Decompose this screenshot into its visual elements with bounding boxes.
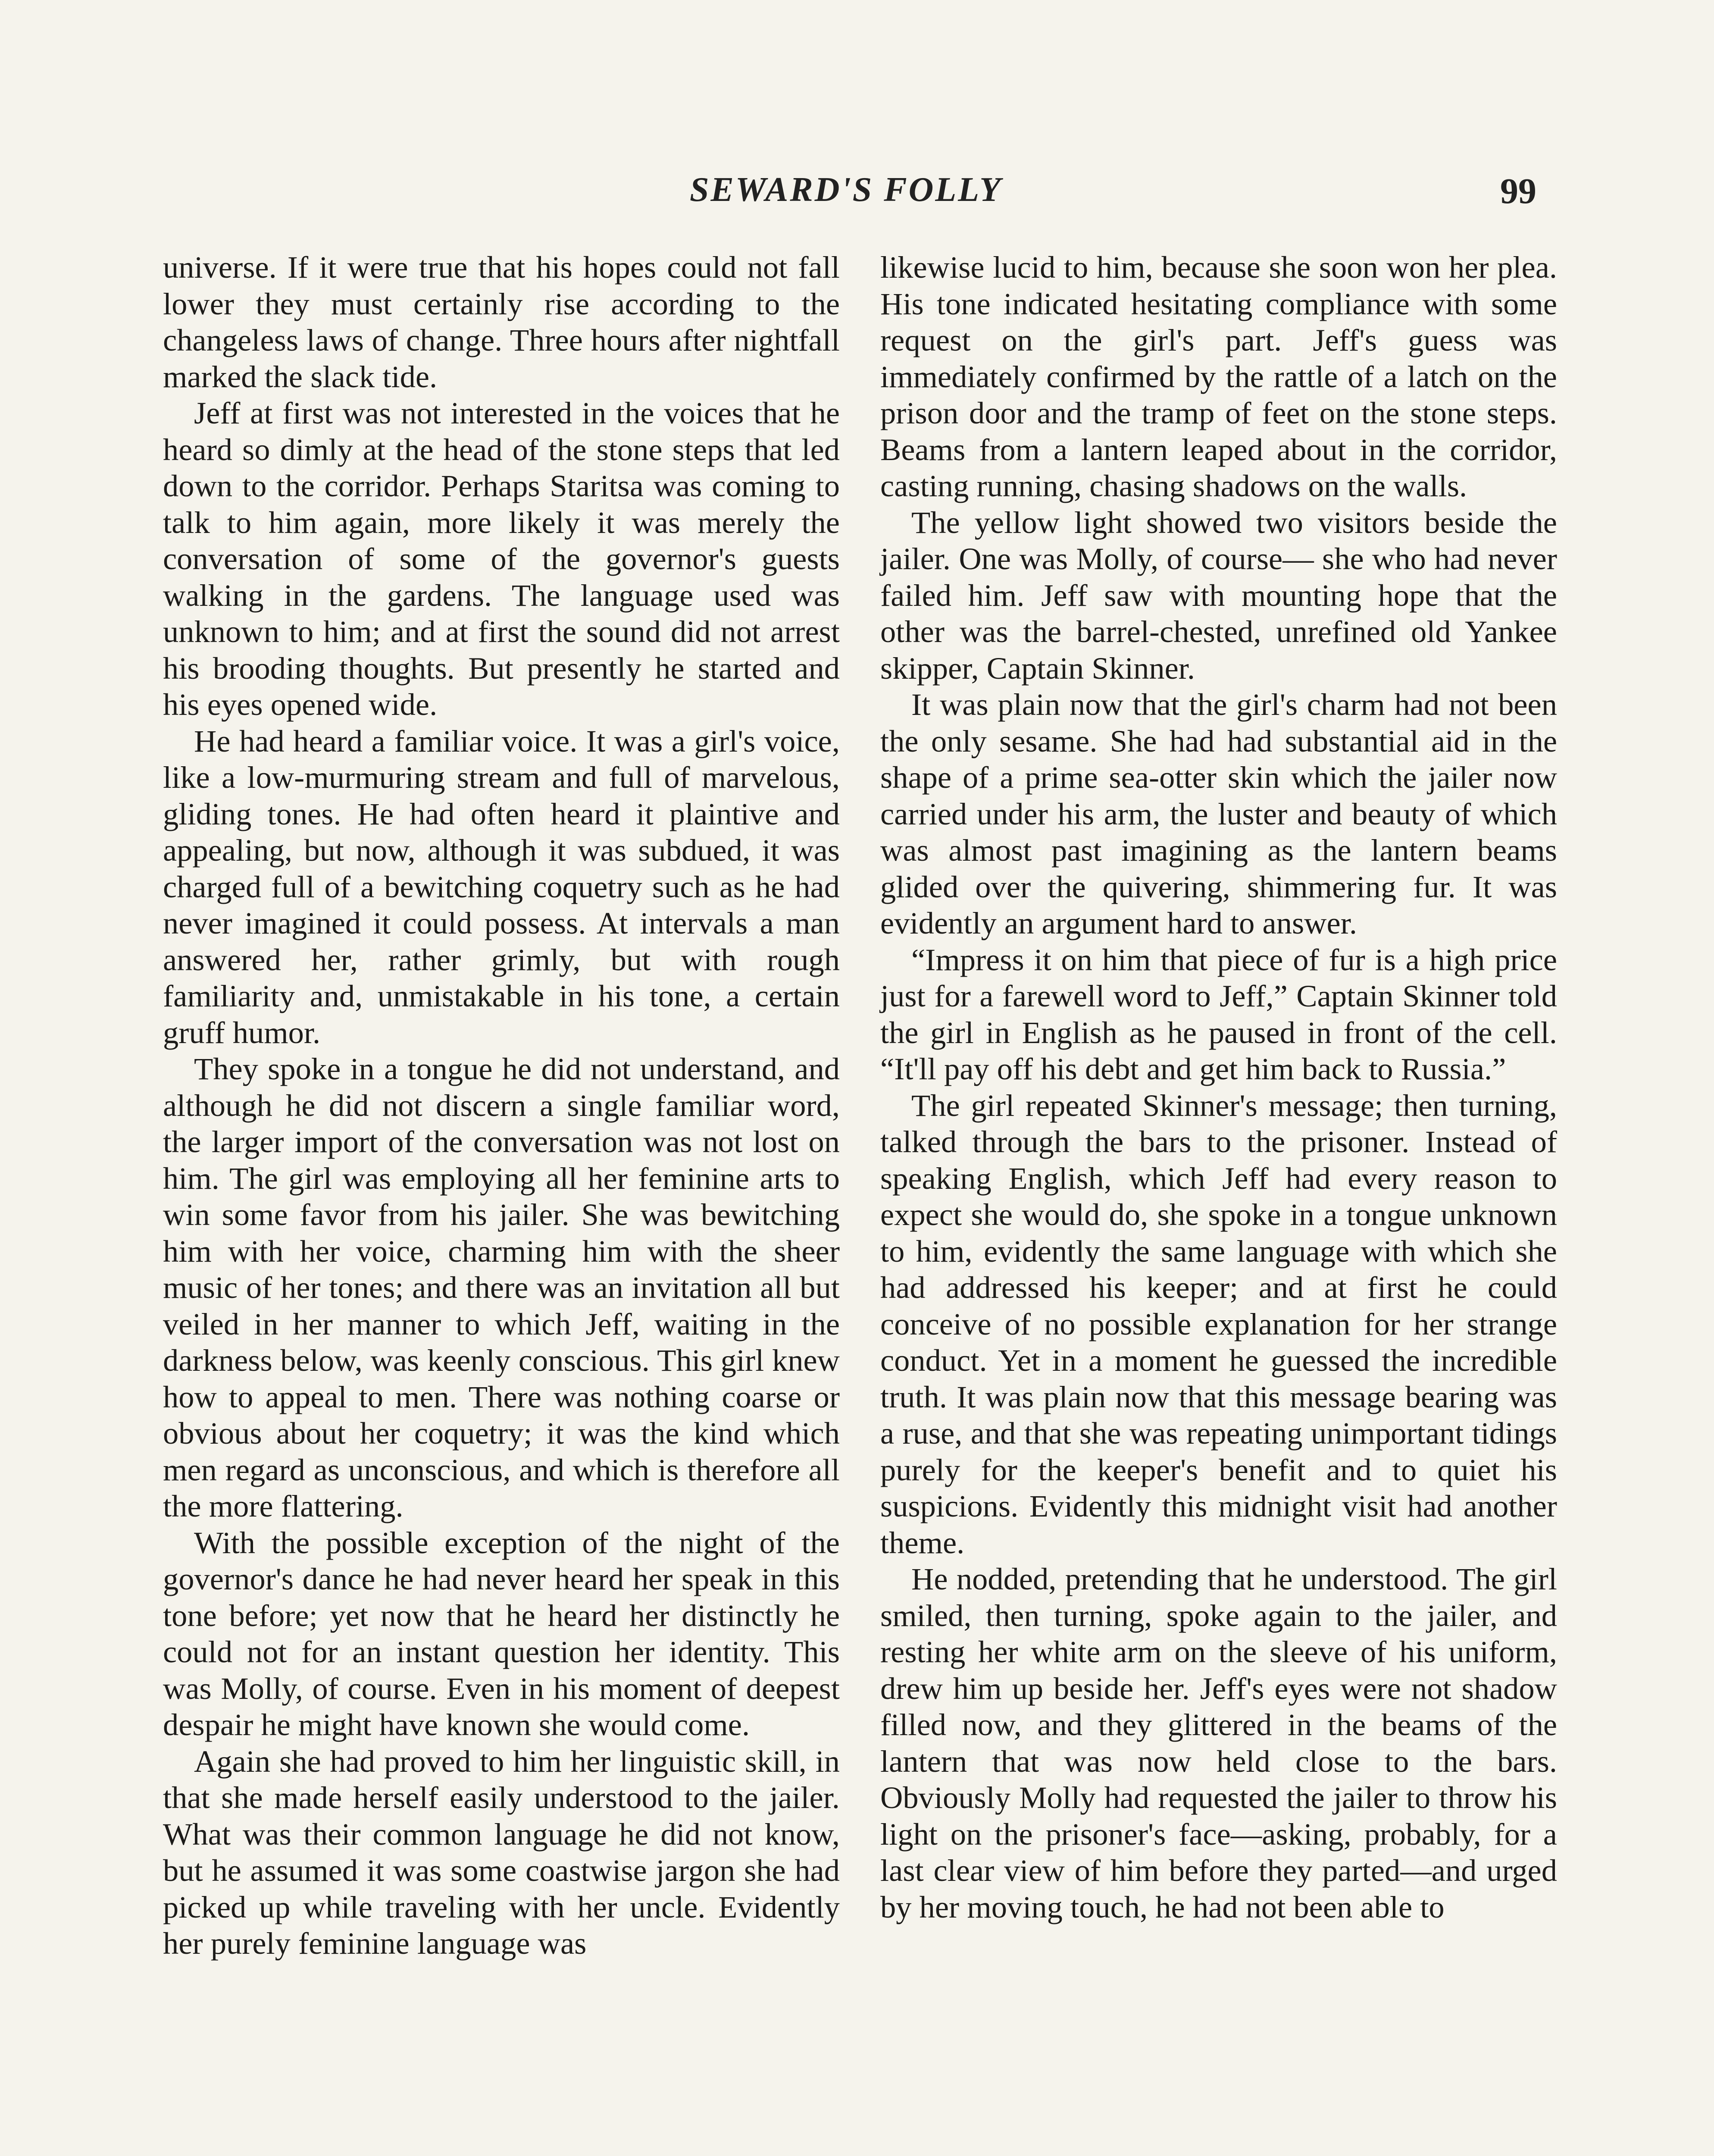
paragraph: “Impress it on him that piece of fur is a high price just for a farewell word to Jeff,” Captain Skinner told the girl in English as he paused in front of the cell. “It'll pay off his debt and get him back to Russia.” xyxy=(880,942,1557,1086)
paragraph: likewise lucid to him, because she soon won her plea. His tone indicated hesitating compliance with some request on the girl's part. Jeff's guess was immediately confirmed by the rattle of a latch on the prison door and the tramp of feet on the stone steps. Beams from a lantern leaped about in the corridor, casting running, chasing shadows on the walls. xyxy=(880,250,1557,503)
right-column xyxy=(880,249,1557,1925)
paragraph: universe. If it were true that his hopes could not fall lower they must certainly rise according to the changeless laws of change. Three hours after nightfall marked the slack tide. xyxy=(163,250,840,394)
paragraph: They spoke in a tongue he did not understand, and although he did not discern a single familiar word, the larger import of the conversation was not lost on him. The girl was employing all her feminine arts to win some favor from his jailer. She was bewitching him with her voice, charming him with the sheer music of her tones; and there was an invitation all but veiled in her manner to which Jeff, waiting in the darkness below, was keenly conscious. This girl knew how to appeal to men. There was nothing coarse or obvious about her coquetry; it was the kind which men regard as unconscious, and which is therefore all the more flattering. xyxy=(163,1051,840,1523)
page-number: 99 xyxy=(1500,171,1536,211)
paragraph: It was plain now that the girl's charm had not been the only sesame. She had had substantial aid in the shape of a prime sea-otter skin which the jailer now carried under his arm, the luster and beauty of which was almost past imagining as the lantern beams glided over the quivering, shimmering fur. It was evidently an argument hard to answer. xyxy=(880,687,1557,940)
paragraph: The girl repeated Skinner's message; then turning, talked through the bars to the prisoner. Instead of speaking English, which Jeff had every reason to expect she would do, she spoke in a tongue unknown to him, evidently the same language with which she had addressed his keeper; and at first he could conceive of no possible explanation for her strange conduct. Yet in a moment he guessed the incredible truth. It was plain now that this message bearing was a ruse, and that she was repeating unimportant tidings purely for the keeper's benefit and to quiet his suspicions. Evidently this midnight visit had another theme. xyxy=(880,1087,1557,1560)
running-head xyxy=(0,170,1714,218)
paragraph: The yellow light showed two visitors beside the jailer. One was Molly, of course— she who had never failed him. Jeff saw with mounting hope that the other was the barrel-chested, unrefined old Yankee skipper, Captain Skinner. xyxy=(880,505,1557,686)
running-title: SEWARD'S FOLLY xyxy=(690,171,1003,209)
paragraph: He nodded, pretending that he understood. The girl smiled, then turning, spoke again to the jailer, and resting her white arm on the sleeve of his uniform, drew him up beside her. Jeff's eyes were not shadow filled now, and they glittered in the beams of the lantern that was now held close to the bars. Obviously Molly had requested the jailer to throw his light on the prisoner's face—asking, probably, for a last clear view of him before they parted—and urged by her moving touch, he had not been able to xyxy=(880,1561,1557,1924)
paragraph: Again she had proved to him her linguistic skill, in that she made herself easily understood to the jailer. What was their common language he did not know, but he assumed it was some coastwise jargon she had picked up while traveling with her uncle. Evidently her purely feminine language was xyxy=(163,1743,840,1961)
left-column xyxy=(163,249,840,1962)
paragraph: He had heard a familiar voice. It was a girl's voice, like a low-murmuring stream and full of marvelous, gliding tones. He had often heard it plaintive and appealing, but now, although it was subdued, it was charged full of a bewitching coquetry such as he had never imagined it could possess. At intervals a man answered her, rather grimly, but with rough familiarity and, unmistakable in his tone, a certain gruff humor. xyxy=(163,723,840,1050)
paragraph: Jeff at first was not interested in the voices that he heard so dimly at the head of the stone steps that led down to the corridor. Perhaps Staritsa was coming to talk to him again, more likely it was merely the conversation of some of the governor's guests walking in the gardens. The language used was unknown to him; and at first the sound did not arrest his brooding thoughts. But presently he started and his eyes opened wide. xyxy=(163,395,840,722)
paragraph: With the possible exception of the night of the governor's dance he had never heard her speak in this tone before; yet now that he heard her distinctly he could not for an instant question her identity. This was Molly, of course. Even in his moment of deepest despair he might have known she would come. xyxy=(163,1525,840,1742)
